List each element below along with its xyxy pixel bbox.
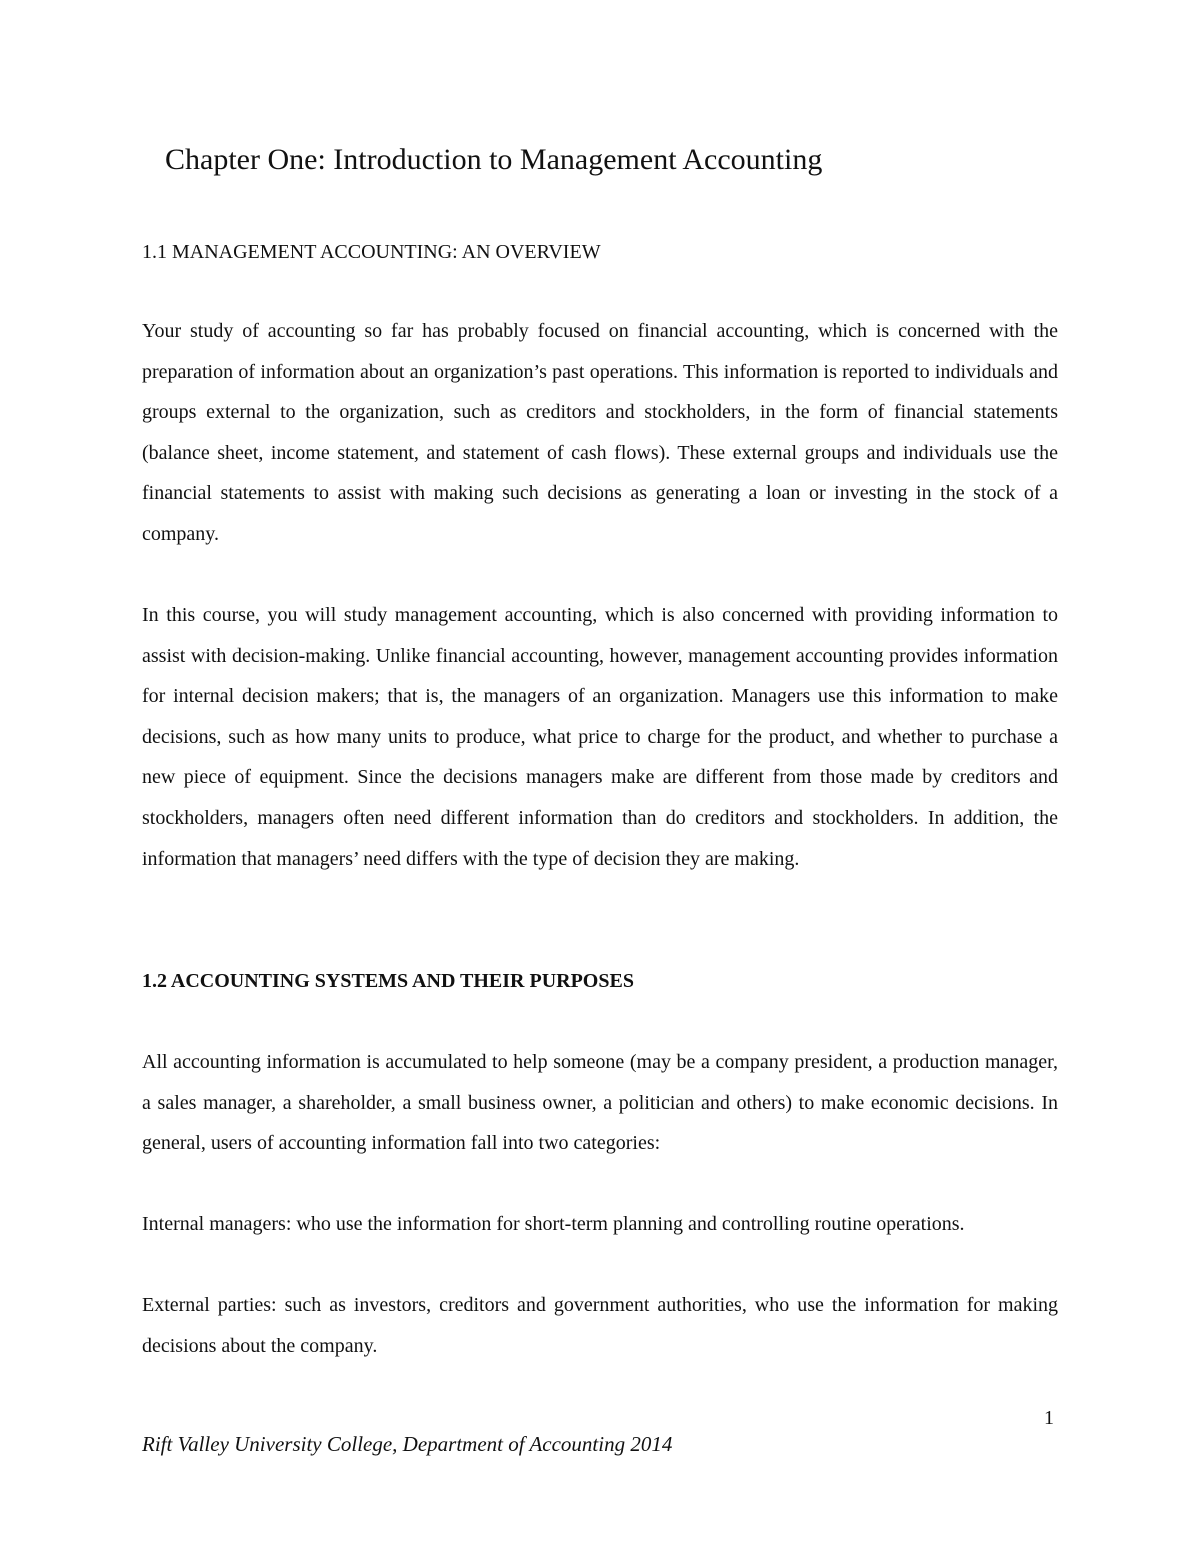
section-heading-1-1: 1.1 MANAGEMENT ACCOUNTING: AN OVERVIEW xyxy=(142,241,601,263)
page-number: 1 xyxy=(1044,1407,1054,1429)
paragraph-external-parties: External parties: such as investors, creditors and government authorities, who use the information for making decisions about the company. xyxy=(142,1294,1058,1357)
section-heading-1-2: 1.2 ACCOUNTING SYSTEMS AND THEIR PURPOSES xyxy=(142,970,634,992)
paragraph-financial-accounting: Your study of accounting so far has probably focused on financial accounting, which is concerned with the preparation of information about an organization’s past operations. This information is reported to individuals and groups external to the organization, such as creditors and stockholders, in the form of financial statements (balance sheet, income statement, and statement of cash flows). These external groups and individuals use the financial statements to assist with making such decisions as generating a loan or investing in the stock of a company. xyxy=(142,320,1058,545)
paragraph-accounting-users: All accounting information is accumulated to help someone (may be a company president, a production manager, a sales manager, a shareholder, a small business owner, a politician and others) to make economic decisions. In general, users of accounting information fall into two categories: xyxy=(142,1051,1058,1155)
page-footer: Rift Valley University College, Department of Accounting 2014 xyxy=(142,1432,673,1456)
chapter-title: Chapter One: Introduction to Management Accounting xyxy=(165,143,823,176)
paragraph-internal-managers: Internal managers: who use the information for short-term planning and controlling routine operations. xyxy=(142,1213,965,1235)
paragraph-management-accounting: In this course, you will study management accounting, which is also concerned with providing information to assist with decision-making. Unlike financial accounting, however, management accounting provides information for internal decision makers; that is, the managers of an organization. Managers use this information to make decisions, such as how many units to produce, what price to charge for the product, and whether to purchase a new piece of equipment. Since the decisions managers make are different from those made by creditors and stockholders, managers often need different information than do creditors and stockholders. In addition, the information that managers’ need differs with the type of decision they are making. xyxy=(142,604,1058,870)
